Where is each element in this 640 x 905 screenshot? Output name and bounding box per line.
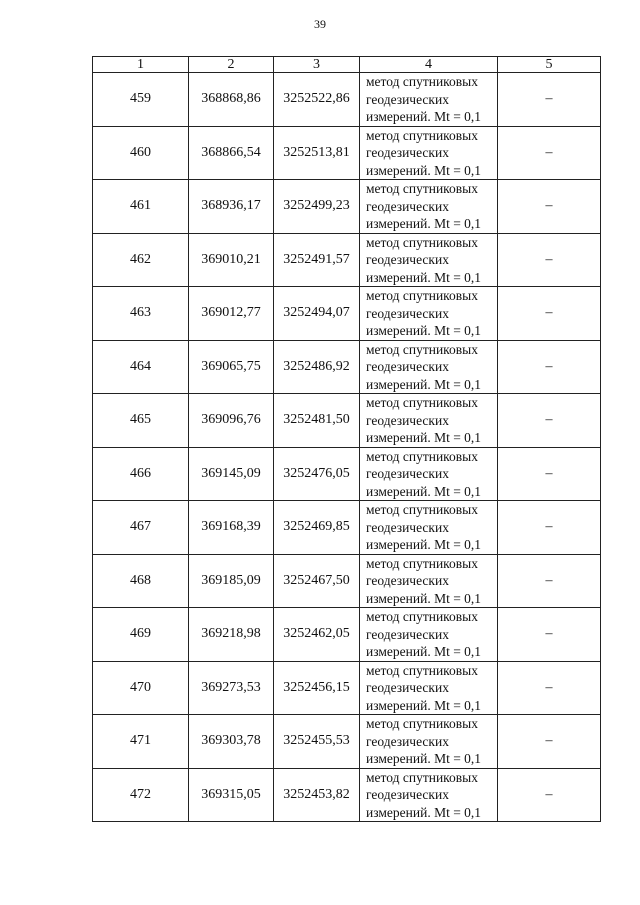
x-coordinate-cell: 368936,17 [189,180,274,234]
method-cell [360,394,498,448]
note-cell: – [498,608,601,662]
note-cell: – [498,447,601,501]
method-line: геодезических [366,466,449,481]
table-row [93,608,601,662]
method-line: измерений. Mt = 0,1 [366,430,482,445]
point-number-cell: 461 [93,180,189,234]
point-number-cell: 470 [93,661,189,715]
y-coordinate-cell: 3252462,05 [274,608,360,662]
table-row [93,501,601,555]
note-cell: – [498,73,601,127]
method-cell [360,447,498,501]
point-number-cell: 459 [93,73,189,127]
table-row [93,233,601,287]
method-line: метод спутниковых [366,662,478,678]
column-header-4: 4 [360,57,498,73]
table-row [93,126,601,180]
y-coordinate-cell: 3252453,82 [274,768,360,822]
y-coordinate-cell: 3252499,23 [274,180,360,234]
point-number-cell: 465 [93,394,189,448]
table-row [93,447,601,501]
point-number-cell: 463 [93,287,189,341]
x-coordinate-cell: 369168,39 [189,501,274,555]
x-coordinate-cell: 369010,21 [189,233,274,287]
method-cell [360,126,498,180]
method-line: измерений. Mt = 0,1 [366,269,482,285]
method-line: метод спутниковых [366,769,478,785]
method-line: геодезических [366,305,449,321]
method-line: геодезических [366,626,449,642]
y-coordinate-cell: 3252522,86 [274,73,360,127]
x-coordinate-cell: 369218,98 [189,608,274,662]
method-line: геодезических [366,359,449,374]
method-line: измерений. Mt = 0,1 [366,590,482,606]
method-line: измерений. Mt = 0,1 [366,162,482,178]
point-number-cell: 464 [93,340,189,394]
point-number-cell: 469 [93,608,189,662]
table-row [93,661,601,715]
method-cell [360,287,498,341]
method-line: геодезических [366,519,449,535]
coordinates-table [92,56,601,822]
point-number-cell: 472 [93,768,189,822]
method-cell [360,180,498,234]
method-cell [360,768,498,822]
table-row [93,287,601,341]
method-line: метод спутниковых [366,341,478,357]
method-line: измерений. Mt = 0,1 [366,323,482,338]
y-coordinate-cell: 3252513,81 [274,126,360,180]
note-cell: – [498,233,601,287]
point-number-cell: 467 [93,501,189,555]
method-line: измерений. Mt = 0,1 [366,537,482,552]
note-cell: – [498,394,601,448]
method-cell [360,715,498,769]
method-line: геодезических [366,573,449,588]
y-coordinate-cell: 3252469,85 [274,501,360,555]
page-number: 39 [314,17,326,31]
method-cell [360,554,498,608]
table-header-row [93,57,601,73]
column-header-1: 1 [93,57,189,73]
method-line: геодезических [366,680,449,695]
method-line: метод спутниковых [366,127,478,143]
method-line: метод спутниковых [366,716,478,731]
method-line: измерений. Mt = 0,1 [366,644,482,659]
y-coordinate-cell: 3252491,57 [274,233,360,287]
point-number-cell: 460 [93,126,189,180]
note-cell: – [498,180,601,234]
table-row [93,768,601,822]
y-coordinate-cell: 3252456,15 [274,661,360,715]
x-coordinate-cell: 369012,77 [189,287,274,341]
note-cell: – [498,768,601,822]
point-number-cell: 471 [93,715,189,769]
table-row [93,340,601,394]
y-coordinate-cell: 3252455,53 [274,715,360,769]
note-cell: – [498,287,601,341]
method-cell [360,340,498,394]
method-cell [360,233,498,287]
method-line: геодезических [366,412,449,428]
y-coordinate-cell: 3252481,50 [274,394,360,448]
method-line: измерений. Mt = 0,1 [366,804,482,820]
x-coordinate-cell: 369065,75 [189,340,274,394]
method-cell [360,661,498,715]
table-row [93,554,601,608]
method-line: измерений. Mt = 0,1 [366,751,482,766]
x-coordinate-cell: 368866,54 [189,126,274,180]
note-cell: – [498,501,601,555]
method-line: метод спутниковых [366,555,478,571]
method-line: геодезических [366,733,449,749]
column-header-5: 5 [498,57,601,73]
method-line: измерений. Mt = 0,1 [366,109,482,124]
x-coordinate-cell: 369145,09 [189,447,274,501]
method-line: метод спутниковых [366,74,478,89]
method-line: геодезических [366,198,449,214]
table-row [93,180,601,234]
method-line: геодезических [366,252,449,267]
x-coordinate-cell: 369315,05 [189,768,274,822]
note-cell: – [498,715,601,769]
note-cell: – [498,554,601,608]
x-coordinate-cell: 368868,86 [189,73,274,127]
method-line: геодезических [366,145,449,160]
method-cell [360,501,498,555]
column-header-2: 2 [189,57,274,73]
x-coordinate-cell: 369273,53 [189,661,274,715]
method-line: метод спутниковых [366,609,478,624]
method-line: геодезических [366,91,449,107]
table-row [93,73,601,127]
y-coordinate-cell: 3252476,05 [274,447,360,501]
table-row [93,394,601,448]
method-line: метод спутниковых [366,395,478,410]
point-number-cell: 466 [93,447,189,501]
method-line: метод спутниковых [366,448,478,464]
y-coordinate-cell: 3252494,07 [274,287,360,341]
method-cell [360,608,498,662]
method-line: измерений. Mt = 0,1 [366,216,482,231]
y-coordinate-cell: 3252486,92 [274,340,360,394]
x-coordinate-cell: 369303,78 [189,715,274,769]
y-coordinate-cell: 3252467,50 [274,554,360,608]
column-header-3: 3 [274,57,360,73]
note-cell: – [498,126,601,180]
method-line: метод спутниковых [366,502,478,517]
table-row [93,715,601,769]
method-line: метод спутниковых [366,181,478,196]
method-line: измерений. Mt = 0,1 [366,483,482,499]
point-number-cell: 468 [93,554,189,608]
method-line: измерений. Mt = 0,1 [366,376,482,392]
note-cell: – [498,661,601,715]
point-number-cell: 462 [93,233,189,287]
x-coordinate-cell: 369096,76 [189,394,274,448]
method-cell [360,73,498,127]
note-cell: – [498,340,601,394]
method-line: измерений. Mt = 0,1 [366,697,482,713]
method-line: метод спутниковых [366,234,478,250]
x-coordinate-cell: 369185,09 [189,554,274,608]
method-line: метод спутниковых [366,288,478,303]
method-line: геодезических [366,787,449,802]
